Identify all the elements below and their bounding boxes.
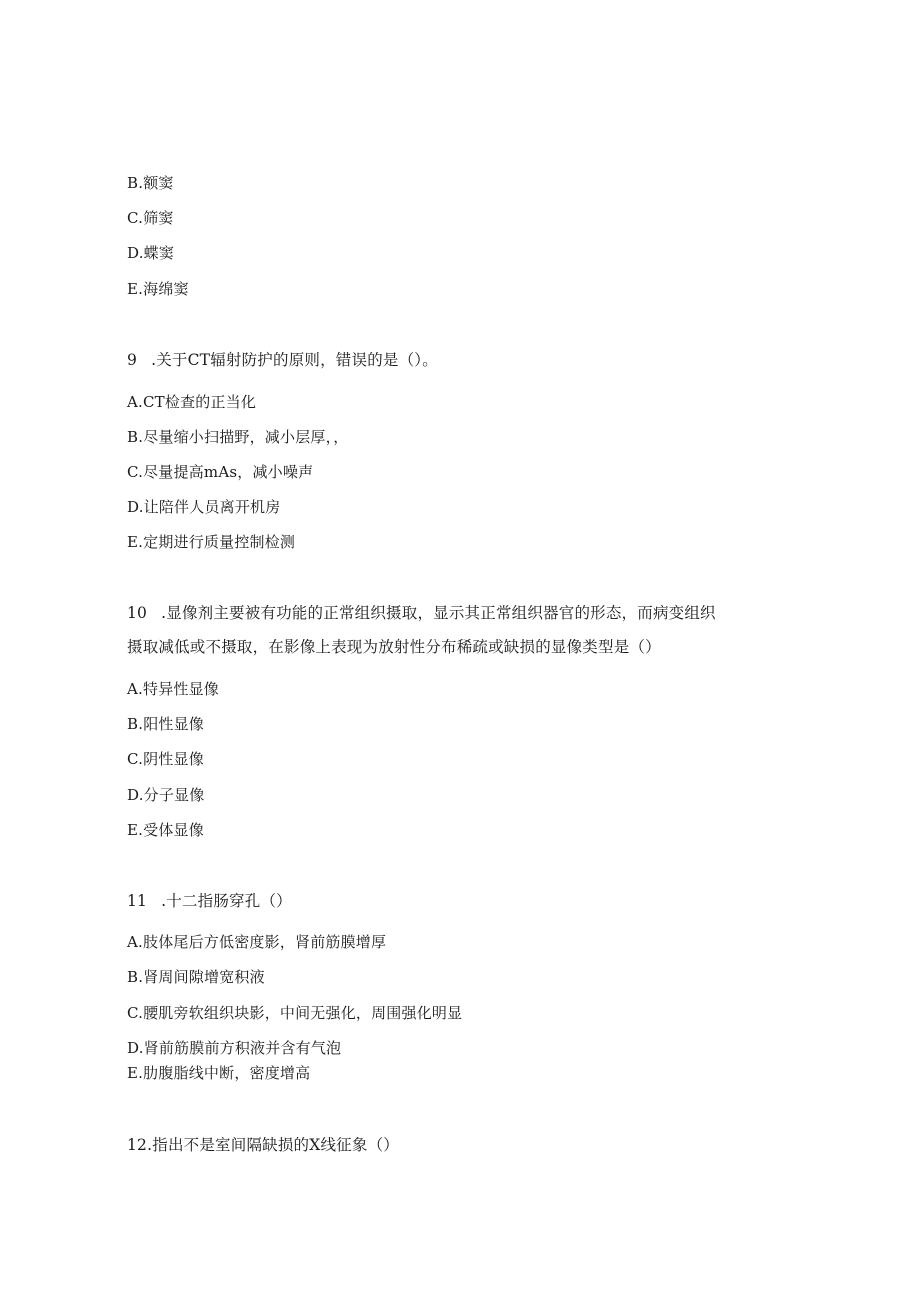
question-11-option-b: B.肾周间隙增宽积液 [127, 968, 265, 986]
question-10-option-b: B.阳性显像 [127, 715, 204, 733]
question-9-number: 9 [127, 351, 138, 369]
question-11 [127, 891, 292, 911]
question-10-option-c: C.阴性显像 [127, 750, 204, 768]
question-10-option-e: E.受体显像 [127, 821, 204, 839]
question-11-option-d: D.肾前筋膜前方积液并含有气泡 [127, 1039, 342, 1057]
question-9-option-d: D.让陪伴人员离开机房 [127, 498, 281, 516]
question-9-option-e: E.定期进行质量控制检测 [127, 533, 296, 551]
option-prev-d: D.蝶窦 [127, 244, 175, 262]
option-prev-e: E.海绵窦 [127, 280, 189, 298]
question-11-option-e: E.肋腹脂线中断，密度增高 [127, 1064, 311, 1082]
question-9 [127, 350, 438, 370]
question-11-number: 11 [127, 892, 148, 910]
option-prev-b: B.额窦 [127, 174, 174, 192]
question-11-option-a: A.肢体尾后方低密度影，肾前筋膜增厚 [127, 933, 387, 951]
question-11-option-c: C.腰肌旁软组织块影，中间无强化，周围强化明显 [127, 1004, 463, 1022]
question-11-text: .十二指肠穿孔（） [161, 892, 292, 910]
question-10-text-line1: .显像剂主要被有功能的正常组织摄取，显示其正常组织器官的形态，而病变组织 [161, 604, 716, 622]
question-9-option-c: C.尽量提高mAs，减小噪声 [127, 463, 314, 481]
question-9-option-b: B.尽量缩小扫描野，减小层厚，， [127, 428, 349, 446]
question-9-option-a: A.CT检查的正当化 [127, 393, 257, 411]
option-prev-c: C.筛窦 [127, 209, 174, 227]
question-10-text-line2: 摄取减低或不摄取，在影像上表现为放射性分布稀疏或缺损的显像类型是（） [127, 638, 661, 656]
question-9-text: .关于CT辐射防护的原则，错误的是（）。 [151, 351, 438, 369]
question-10 [127, 603, 716, 623]
question-10-number: 10 [127, 604, 148, 622]
question-10-option-d: D.分子显像 [127, 786, 205, 804]
question-10-option-a: A.特异性显像 [127, 680, 220, 698]
question-12: 12.指出不是室间隔缺损的X线征象（） [127, 1136, 399, 1154]
